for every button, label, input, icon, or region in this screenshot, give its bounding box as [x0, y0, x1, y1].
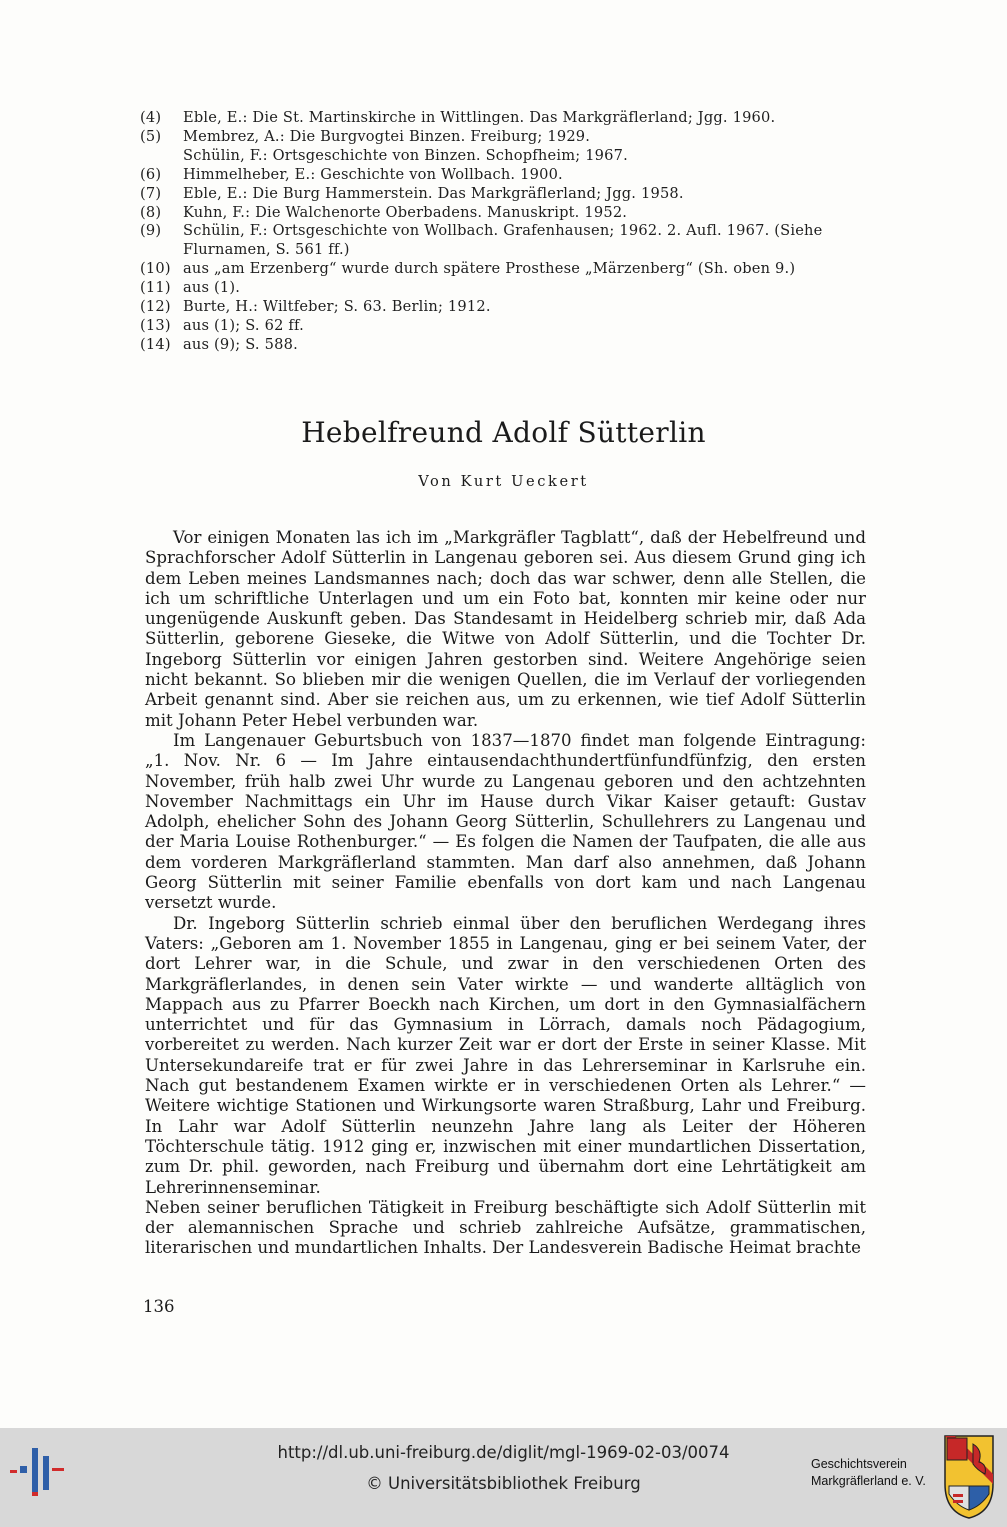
organization-line: Geschichtsverein [811, 1457, 907, 1471]
paragraph: Vor einigen Monaten las ich im „Markgräfler Tagblatt“, daß der Hebelfreund und Sprachforscher Adolf Sütterlin in Langenau geboren sei. Aus diesem Grund ging ich dem Leben meines Landsmannes nach; doch das war schwer, denn alle Stellen, die ich um schriftliche Unterlagen und um ein Foto bat, konnten mir keine oder nur ungenügende Auskunft geben. Das Standesamt in Heidelberg schrieb mir, daß Ada Sütterlin, geborene Gieseke, die Witwe von Adolf Sütterlin, und die Tochter Dr. Ingeborg Sütterlin vor einigen Jahren gestorben sind. Weitere Angehörige seien nicht bekannt. So blieben mir die wenigen Quellen, die im Verlauf der vorliegenden Arbeit genannt sind. Aber sie reichen aus, um zu erkennen, wie tief Adolf Sütterlin mit Johann Peter Hebel verbunden war. [145, 528, 866, 730]
footnote: (11) aus (1). [140, 279, 241, 297]
footnote: (8) Kuhn, F.: Die Walchenorte Oberbadens. Manuskript. 1952. [140, 203, 628, 221]
footnote: (6) Himmelheber, E.: Geschichte von Wollbach. 1900. [140, 165, 563, 183]
paragraph: Neben seiner beruflichen Tätigkeit in Freiburg beschäftigte sich Adolf Sütterlin mit der alemannischen Sprache und schrieb zahlreiche Aufsätze, grammatischen, literarischen und mundartlichen Inhalts. Der Landesverein Badische Heimat brachte [145, 1197, 866, 1258]
source-url-link[interactable]: http://dl.ub.uni-freiburg.de/diglit/mgl-1969-02-03/0074 [277, 1443, 730, 1462]
footnotes [140, 109, 868, 355]
footer-bar [0, 1428, 1007, 1527]
paragraph: Im Langenauer Geburtsbuch von 1837—1870 findet man folgende Eintragung: „1. Nov. Nr. 6 — Im Jahre eintausendachthundertfünfundfünfzig, den ersten November, früh halb zwei Uhr wurde zu Langenau geboren und den achtzehnten November Nachmittags ein Uhr im Hause durch Vikar Kaiser getauft: Gustav Adolph, ehelicher Sohn des Johann Georg Sütterlin, Schullehrers zu Langenau und der Maria Louise Rothenburger.“ — Es folgen die Namen der Taufpaten, die alle aus dem vorderen Markgräflerland stammten. Man darf also annehmen, daß Johann Georg Sütterlin mit seiner Familie ebenfalls von dort kam und nach Langenau versetzt wurde. [145, 730, 866, 913]
footnote: (14) aus (9); S. 588. [140, 335, 298, 353]
organization-name [811, 1456, 926, 1490]
article-body [145, 528, 866, 1259]
footnote: (7) Eble, E.: Die Burg Hammerstein. Das Markgräflerland; Jgg. 1958. [140, 184, 684, 202]
article-title: Hebelfreund Adolf Sütterlin [301, 416, 706, 449]
footnote: Schülin, F.: Ortsgeschichte von Binzen. Schopfheim; 1967. [183, 146, 628, 164]
footnote: (13) aus (1); S. 62 ff. [140, 316, 304, 334]
article-author: Von Kurt Ueckert [418, 473, 589, 490]
footnote: (10) aus „am Erzenberg“ wurde durch spätere Prosthese „Märzenberg“ (Sh. oben 9.) [140, 260, 796, 278]
page-number: 136 [143, 1297, 175, 1316]
markgraeflerland-crest-icon[interactable] [943, 1434, 995, 1520]
footnote: (9) Schülin, F.: Ortsgeschichte von Wollbach. Grafenhausen; 1962. 2. Aufl. 1967. (Siehe Flurnamen, S. 561 ff.) [140, 222, 823, 259]
footnote: (5) Membrez, A.: Die Burgvogtei Binzen. Freiburg; 1929. [140, 127, 591, 145]
organization-line: Markgräflerland e. V. [811, 1474, 926, 1488]
paragraph: Dr. Ingeborg Sütterlin schrieb einmal über den beruflichen Werdegang ihres Vaters: „Geboren am 1. November 1855 in Langenau, ging er bei seinem Vater, der dort Lehrer war, in die Schule, und zwar in den verschiedenen Orten des Markgräflerlandes, in denen sein Vater wirkte — und wanderte alltäglich von Mappach aus zu Pfarrer Boeckh nach Kirchen, um dort in den Gymnasialfächern unterrichtet und für das Gymnasium in Lörrach, damals noch Pädagogium, vorbereitet zu werden. Nach kurzer Zeit war er dort der Erste in seiner Klasse. Mit Untersekundareife trat er für zwei Jahre in das Lehrerseminar in Karlsruhe ein. Nach gut bestandenem Examen wirkte er in verschiedenen Orten als Lehrer.“ — Weitere wichtige Stationen und Wirkungsorte waren Straßburg, Lahr und Freiburg. In Lahr war Adolf Sütterlin neunzehn Jahre lang als Leiter der Höheren Töchterschule tätig. 1912 ging er, inzwischen mit einer mundartlichen Dissertation, zum Dr. phil. geworden, nach Freiburg und übernahm dort eine Lehrtätigkeit am Lehrerinnenseminar. [145, 913, 866, 1197]
footnote: (4) Eble, E.: Die St. Martinskirche in Wittlingen. Das Markgräflerland; Jgg. 1960. [140, 109, 776, 126]
footnote: (12) Burte, H.: Wiltfeber; S. 63. Berlin; 1912. [140, 298, 491, 316]
copyright-notice: © Universitätsbibliothek Freiburg [366, 1474, 641, 1493]
